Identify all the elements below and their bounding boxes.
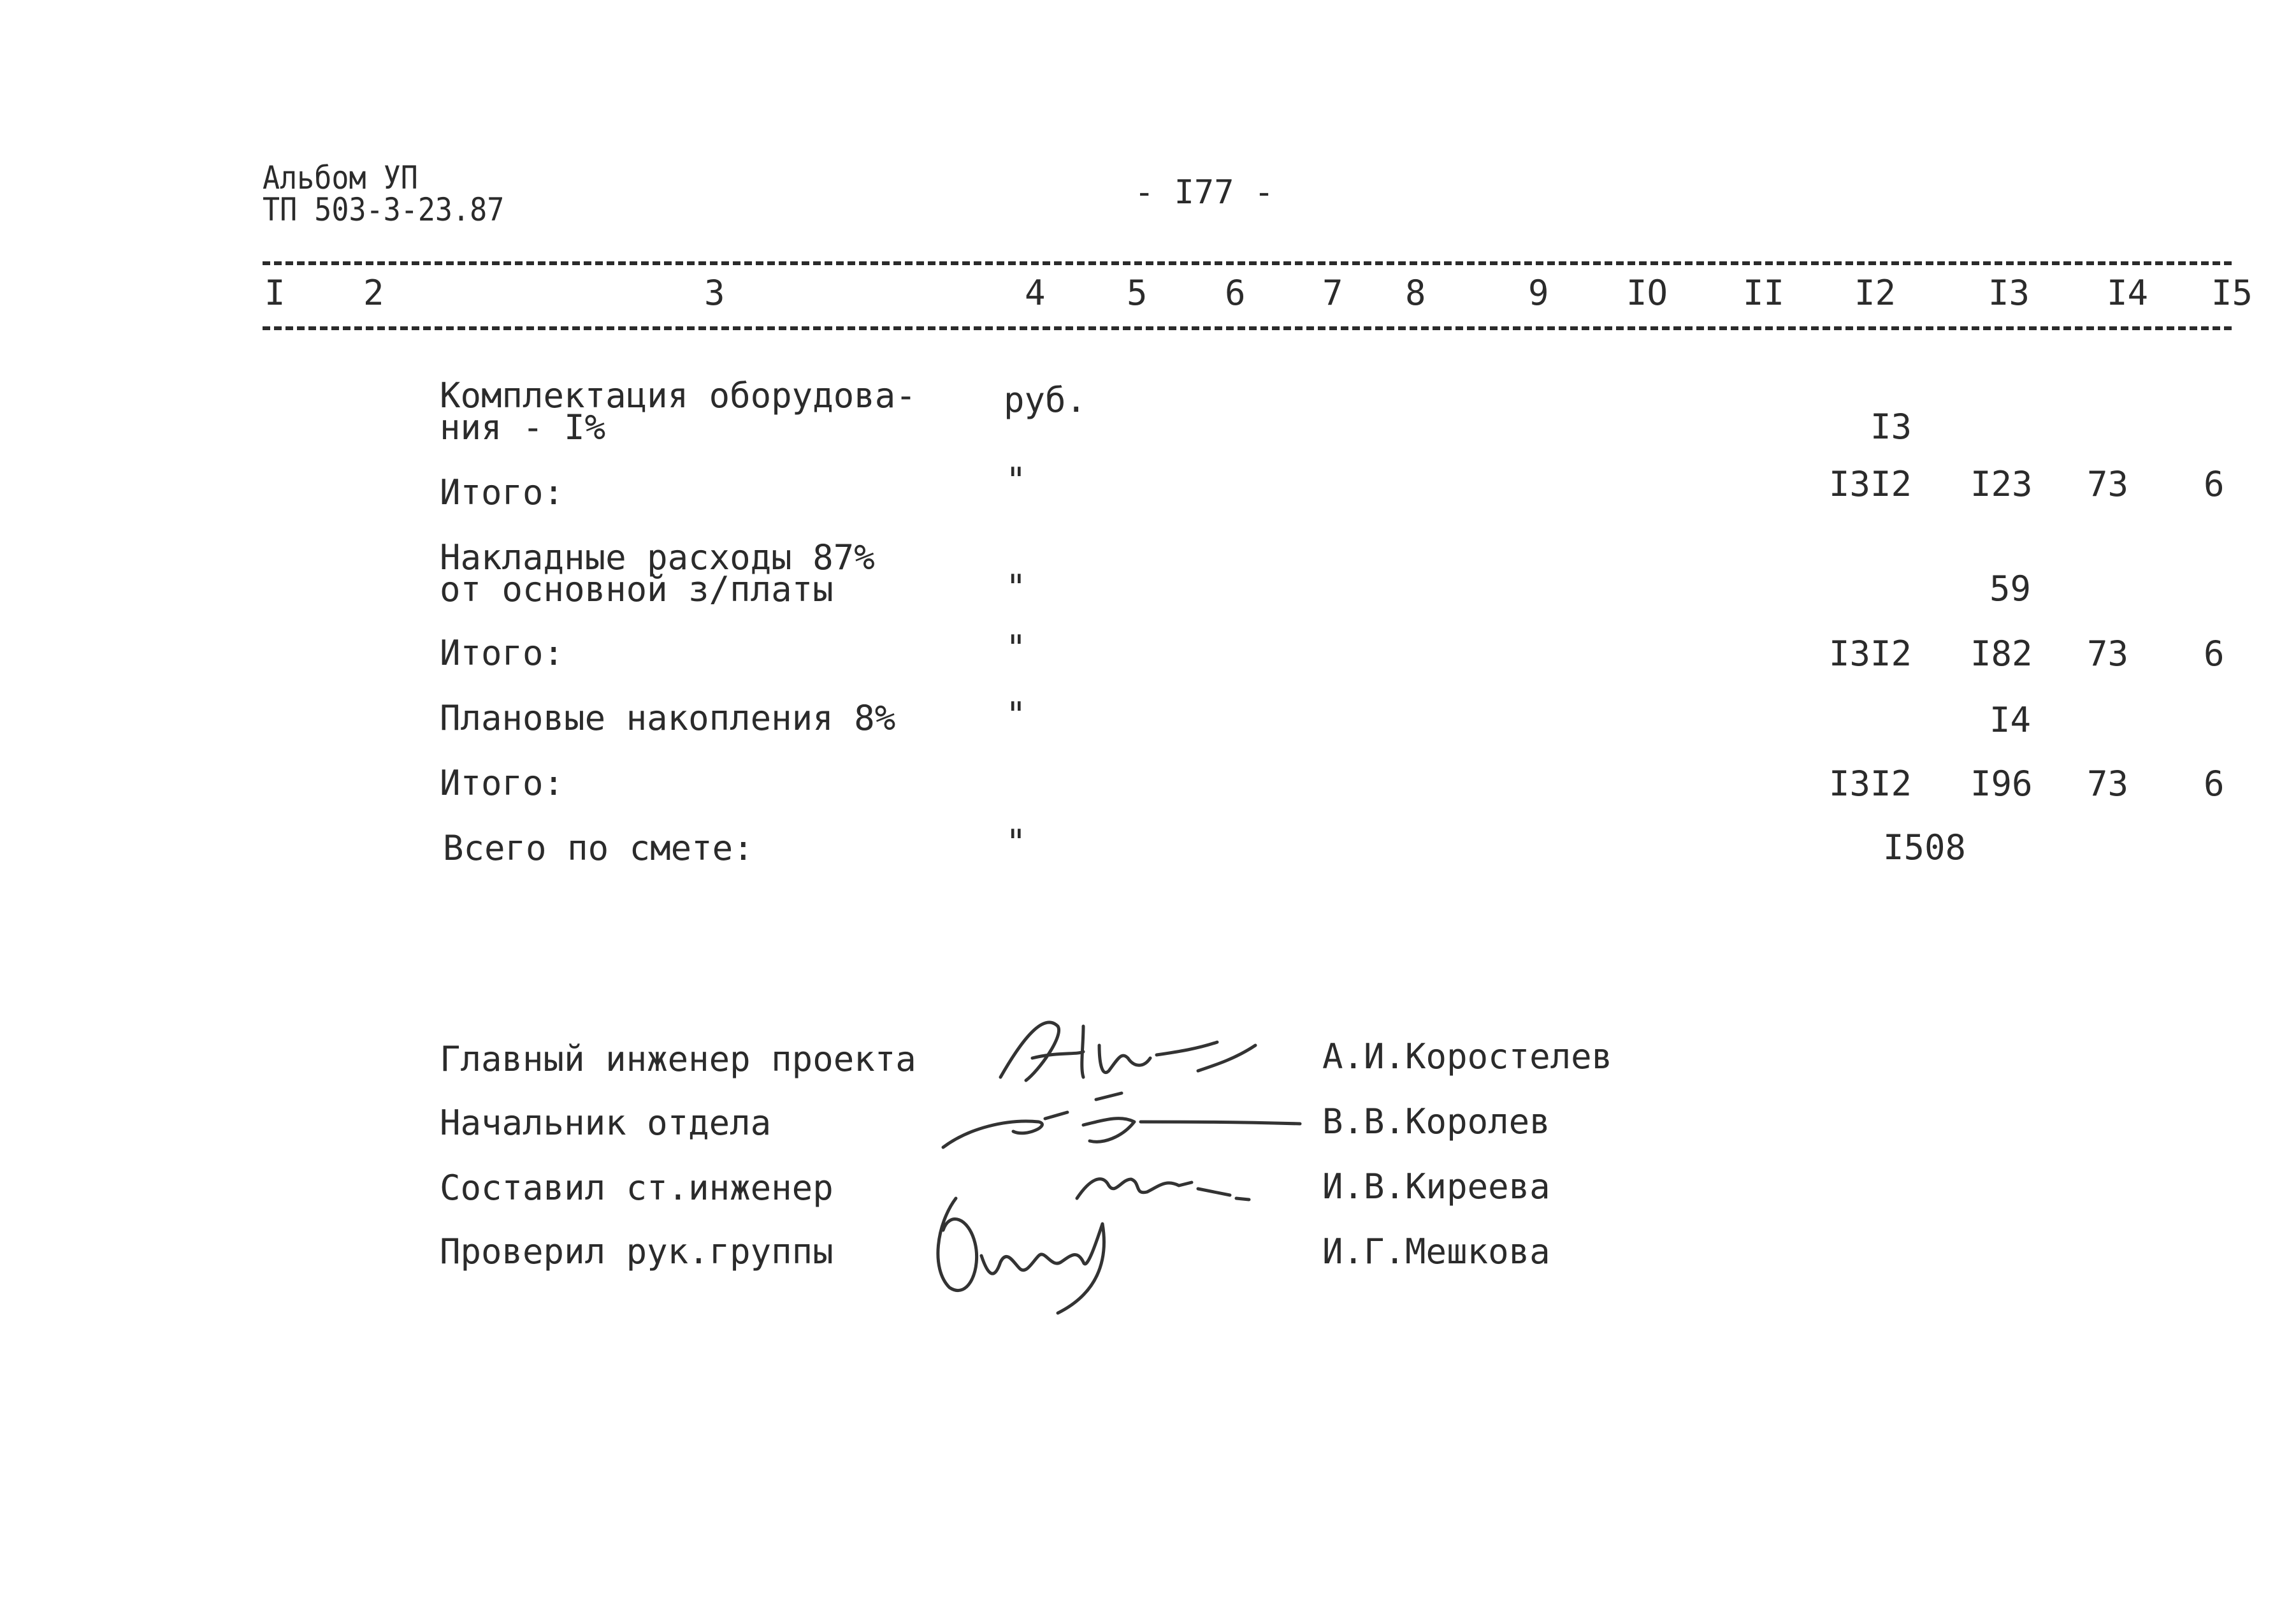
grand-total-value: I508 (1883, 827, 1967, 868)
row-name-line1: Итого: (440, 633, 565, 673)
row-name-line2: ния - I% (440, 407, 606, 447)
grand-total-label: Всего по смете: (443, 828, 754, 868)
row-col12: I3I2 (1829, 464, 1912, 504)
row-col12: I3 (1870, 407, 1912, 447)
column-number: 5 (1127, 273, 1148, 313)
album-title: Альбом УП (263, 159, 418, 196)
column-number: 8 (1405, 273, 1426, 313)
row-unit: " (1006, 628, 1027, 668)
row-col15: 6 (2204, 464, 2225, 504)
row-col14: 73 (2087, 634, 2129, 674)
row-col15: 6 (2204, 764, 2225, 804)
signer-role: Начальник отдела (440, 1103, 772, 1143)
row-unit: " (1006, 695, 1027, 735)
row-name-line1: Итого: (440, 472, 565, 512)
row-col12: I3I2 (1829, 634, 1912, 674)
signer-role: Составил ст.инженер (440, 1168, 834, 1208)
column-header-bottom-rule (263, 326, 2232, 330)
column-header-top-rule (263, 261, 2232, 265)
column-number: 4 (1025, 273, 1046, 313)
handwritten-signature (988, 1007, 1274, 1103)
row-unit: " (1006, 822, 1027, 862)
row-name-line2: от основной з/платы (440, 569, 834, 609)
row-name-line1: Накладные расходы 87% (440, 537, 875, 577)
handwritten-signature (924, 1186, 1153, 1326)
signer-name: И.Г.Мешкова (1322, 1231, 1550, 1272)
column-number: I4 (2107, 273, 2149, 313)
project-code: ТП 503-3-23.87 (263, 191, 505, 228)
row-col13: I23 (1970, 464, 2033, 504)
column-number: 2 (363, 273, 384, 313)
row-name-line1: Комплектация оборудова- (440, 375, 916, 416)
column-number: I2 (1854, 273, 1896, 313)
row-col14: 73 (2087, 464, 2129, 504)
signer-name: А.И.Коростелев (1322, 1036, 1613, 1077)
row-unit: " (1006, 567, 1027, 607)
signer-name: И.В.Киреева (1322, 1166, 1550, 1207)
row-col12: I3I2 (1829, 764, 1912, 804)
row-col13: 59 (1989, 569, 2032, 609)
row-col13: I4 (1989, 700, 2032, 740)
signer-role: Проверил рук.группы (440, 1231, 834, 1272)
column-number: IO (1626, 273, 1668, 313)
signer-name: В.В.Королев (1322, 1101, 1550, 1142)
row-col14: 73 (2087, 764, 2129, 804)
handwritten-signature (930, 1093, 1313, 1163)
column-number: I (264, 273, 285, 313)
row-col15: 6 (2204, 634, 2225, 674)
row-name-line1: Итого: (440, 763, 565, 803)
column-number: I5 (2211, 273, 2253, 313)
signer-role: Главный инженер проекта (440, 1039, 916, 1079)
row-unit: руб. (1004, 380, 1087, 420)
page-number: - I77 - (1134, 173, 1274, 212)
row-name-line1: Плановые накопления 8% (440, 698, 896, 738)
row-col13: I82 (1970, 634, 2033, 674)
column-number: 9 (1528, 273, 1549, 313)
row-unit: " (1006, 460, 1027, 500)
column-number: I3 (1988, 273, 2030, 313)
column-number: 6 (1225, 273, 1246, 313)
column-number: II (1743, 273, 1785, 313)
row-col13: I96 (1970, 764, 2033, 804)
column-number: 3 (704, 273, 725, 313)
column-number: 7 (1322, 273, 1343, 313)
